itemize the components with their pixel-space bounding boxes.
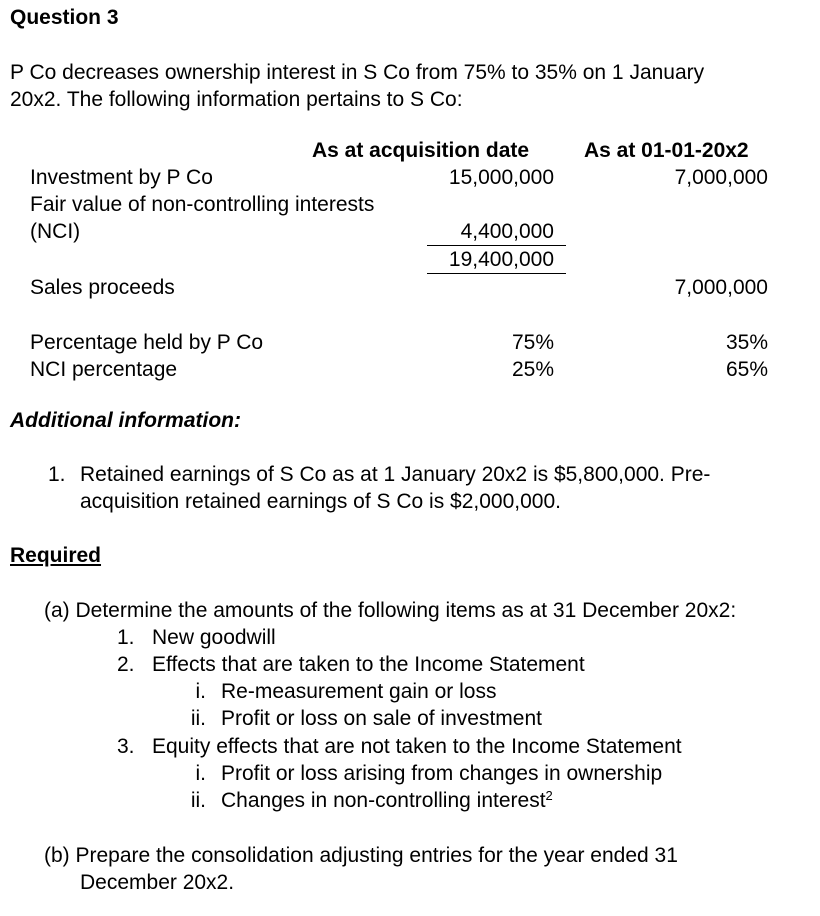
- additional-item-1-line-2: acquisition retained earnings of S Co is $2,000,000.: [80, 490, 561, 513]
- cell-nci-fv-acq: 4,400,000: [460, 220, 554, 243]
- row-label-nci-fv-1: Fair value of non-controlling interests: [30, 193, 375, 216]
- required-heading: Required: [10, 544, 102, 567]
- additional-item-1-line-1: Retained earnings of S Co as at 1 January 20x2 is $5,800,000. Pre-: [80, 463, 711, 486]
- intro-line-1: P Co decreases ownership interest in S Co from 75% to 35% on 1 January: [10, 61, 705, 84]
- required-a: (a) Determine the amounts of the following items as at 31 December 20x2:: [44, 599, 737, 622]
- cell-nci-pct-acq: 25%: [511, 358, 554, 381]
- a2i-text: Re-measurement gain or loss: [221, 680, 497, 703]
- row-label-nci-fv-2: (NCI): [30, 220, 81, 243]
- total-rule: [427, 273, 566, 274]
- col-header-acquisition: As at acquisition date: [312, 139, 530, 162]
- additional-item-1-num: 1.: [48, 463, 66, 486]
- a2-num: 2.: [117, 653, 135, 676]
- required-b-line-2: December 20x2.: [80, 871, 235, 894]
- cell-pct-held-acq: 75%: [511, 331, 554, 354]
- a1-num: 1.: [117, 626, 135, 649]
- a3i-text: Profit or loss arising from changes in ownership: [221, 762, 663, 785]
- a3-text: Equity effects that are not taken to the Income Statement: [152, 735, 682, 758]
- intro-line-2: 20x2. The following information pertains to S Co:: [10, 88, 463, 111]
- required-b-line-1: (b) Prepare the consolidation adjusting entries for the year ended 31: [44, 844, 678, 867]
- question-title: Question 3: [10, 6, 119, 29]
- cell-nci-pct-20x2: 65%: [725, 358, 768, 381]
- a3-num: 3.: [117, 735, 135, 758]
- a2ii-text: Profit or loss on sale of investment: [221, 707, 542, 730]
- a3i-num: i.: [195, 762, 206, 785]
- row-label-sales: Sales proceeds: [30, 276, 175, 299]
- row-label-investment: Investment by P Co: [30, 166, 213, 189]
- additional-heading: Additional information:: [10, 409, 241, 432]
- cell-pct-held-20x2: 35%: [725, 331, 768, 354]
- cell-investment-20x2: 7,000,000: [674, 166, 768, 189]
- cell-sales-20x2: 7,000,000: [674, 276, 768, 299]
- row-label-nci-pct: NCI percentage: [30, 358, 178, 381]
- a3ii-text: Changes in non-controlling interest: [221, 789, 546, 812]
- a2i-num: i.: [195, 680, 206, 703]
- a3ii-num: ii.: [190, 789, 206, 812]
- a1-text: New goodwill: [152, 626, 276, 649]
- cell-investment-acq: 15,000,000: [448, 166, 554, 189]
- a3ii-line: [221, 787, 553, 814]
- cell-total-acq: 19,400,000: [448, 248, 554, 271]
- col-header-20x2: As at 01-01-20x2: [584, 139, 749, 162]
- a3ii-footnote-marker: 2: [545, 788, 553, 803]
- a2-text: Effects that are taken to the Income Statement: [152, 653, 585, 676]
- a2ii-num: ii.: [190, 707, 206, 730]
- row-label-pct-held: Percentage held by P Co: [30, 331, 264, 354]
